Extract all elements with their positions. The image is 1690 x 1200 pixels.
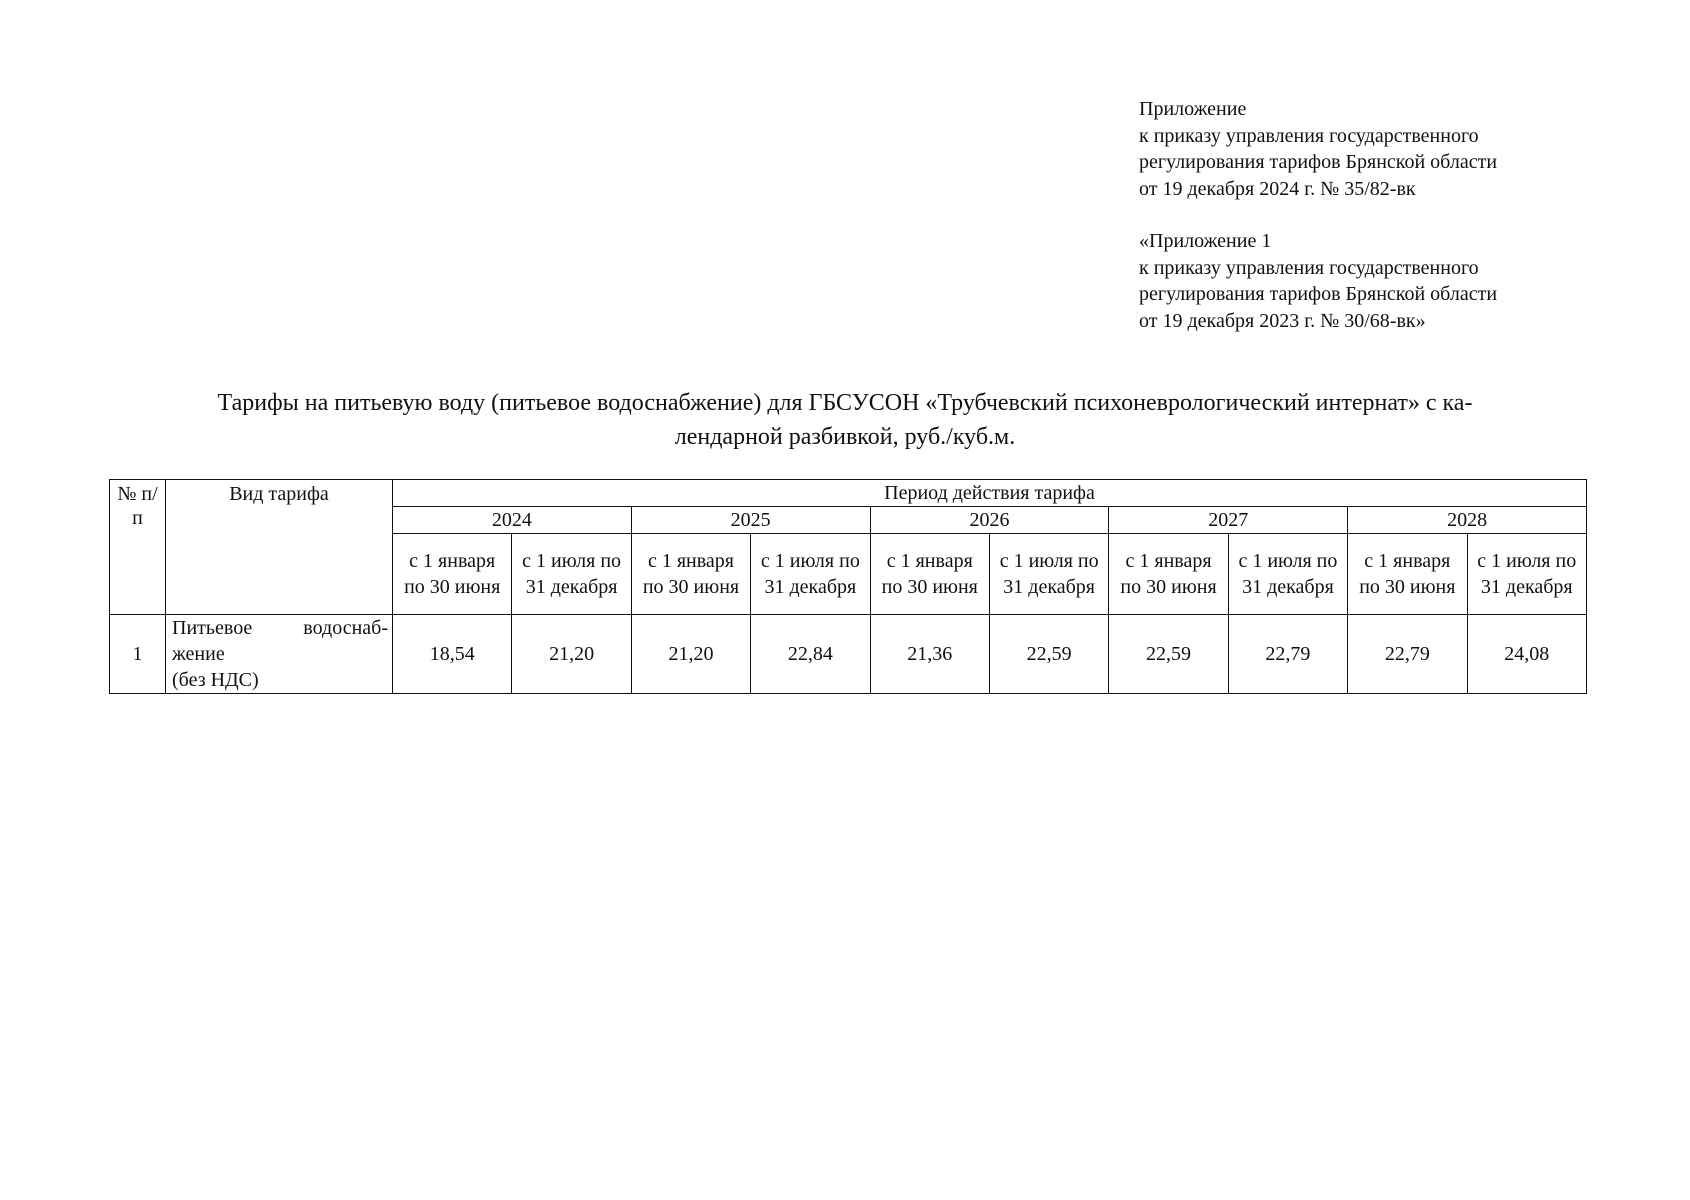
row-number: 1 — [110, 615, 166, 694]
tariff-value: 22,79 — [1228, 615, 1347, 694]
header-first-half: с 1 января по 30 июня — [1109, 534, 1228, 615]
tariff-table — [109, 479, 1587, 694]
appendix-line: регулирования тарифов Брянской области — [1139, 151, 1498, 173]
appendix-line: к приказу управления государственного — [1139, 256, 1479, 279]
tariff-value: 22,59 — [989, 615, 1108, 694]
header-number: № п/п — [110, 480, 166, 615]
header-year-2024: 2024 — [393, 507, 632, 534]
header-year-2026: 2026 — [870, 507, 1109, 534]
header-second-half: с 1 июля по 31 декабря — [1228, 534, 1347, 615]
header-first-half: с 1 января по 30 июня — [1348, 534, 1467, 615]
header-period: Период действия тарифа — [393, 480, 1587, 507]
appendix-line: регулирования тарифов Брянской области — [1139, 283, 1498, 305]
row-tariff-name — [166, 615, 393, 694]
header-year-2025: 2025 — [631, 507, 870, 534]
header-second-half: с 1 июля по 31 декабря — [512, 534, 631, 615]
tariff-value: 24,08 — [1467, 615, 1586, 694]
header-first-half: с 1 января по 30 июня — [631, 534, 750, 615]
appendix-line: «Приложение 1 — [1139, 230, 1272, 252]
header-second-half: с 1 июля по 31 декабря — [751, 534, 870, 615]
header-first-half: с 1 января по 30 июня — [393, 534, 512, 615]
appendix-line: от 19 декабря 2023 г. № 30/68-вк» — [1139, 309, 1426, 332]
document-title — [110, 386, 1580, 454]
appendix-line: к приказу управления государственного — [1139, 124, 1479, 147]
tariff-value: 21,20 — [631, 615, 750, 694]
title-line-2: лендарной разбивкой, руб./куб.м. — [674, 424, 1016, 450]
tariff-value: 22,79 — [1348, 615, 1467, 694]
appendix-line: от 19 декабря 2024 г. № 35/82-вк — [1139, 177, 1416, 200]
header-second-half: с 1 июля по 31 декабря — [1467, 534, 1586, 615]
tariff-value: 21,20 — [512, 615, 631, 694]
title-line-1: Тарифы на питьевую воду (питьевое водоснабжение) для ГБСУСОН «Трубчевский психоневрологический интернат» с ка- — [217, 390, 1473, 416]
tariff-value: 18,54 — [393, 615, 512, 694]
tariff-value: 22,59 — [1109, 615, 1228, 694]
header-second-half: с 1 июля по 31 декабря — [989, 534, 1108, 615]
header-year-2028: 2028 — [1348, 507, 1587, 534]
appendix-line: Приложение — [1139, 98, 1247, 120]
row-name-line: (без НДС) — [172, 669, 259, 691]
header-year-2027: 2027 — [1109, 507, 1348, 534]
header-tariff-type: Вид тарифа — [166, 480, 393, 615]
row-name-line: Питьевое водоснаб- — [172, 617, 388, 639]
row-name-line: жение — [172, 643, 225, 665]
appendix-header — [1139, 96, 1497, 334]
tariff-value: 22,84 — [751, 615, 870, 694]
tariff-value: 21,36 — [870, 615, 989, 694]
table-row — [110, 615, 1587, 694]
header-first-half: с 1 января по 30 июня — [870, 534, 989, 615]
